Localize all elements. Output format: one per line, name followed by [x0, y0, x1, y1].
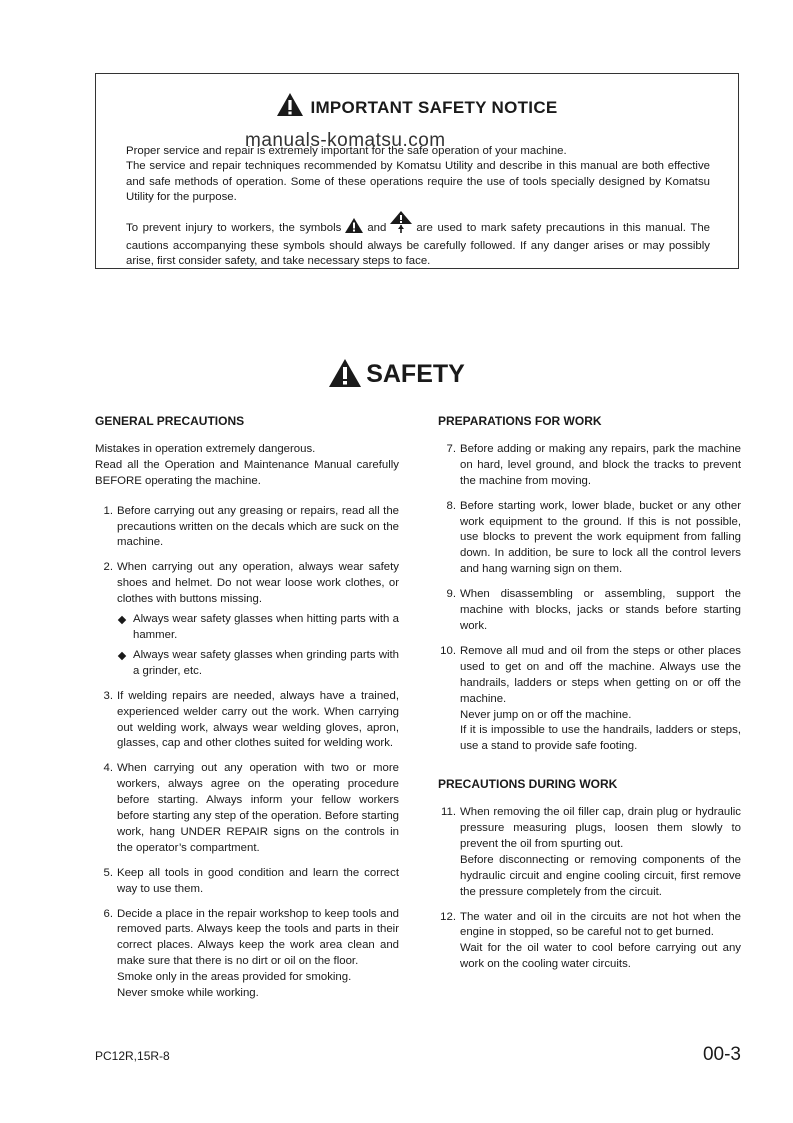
list-item — [438, 644, 741, 755]
list-item — [95, 689, 399, 753]
notice-p1-rest: The service and repair techniques recommended by Komatsu Utility and describe in this manual are both effective and safe methods of operation. Some of these operations require the use of tools specially designed by Komatsu Utility for the purpose. — [126, 160, 710, 204]
notice-body — [126, 144, 710, 274]
footer-model: PC12R,15R-8 — [95, 1049, 170, 1063]
item-text: Remove all mud and oil from the steps or other places used to get on and off the machine. Always use the handrails, ladders or steps when getting on or off the machine. — [460, 644, 741, 705]
item-extra-text: If it is impossible to use the handrails, ladders or steps, use a stand to provide safe footing. — [460, 724, 741, 753]
item-text: When disassembling or assembling, support the machine with blocks, jacks or stands before starting work. — [460, 588, 741, 632]
bullet-text: Always wear safety glasses when grinding parts with a grinder, etc. — [133, 648, 399, 677]
notice-paragraph-1 — [126, 144, 710, 206]
item-number: 10. — [440, 644, 456, 657]
item-extra-text: Before disconnecting or removing components of the hydraulic circuit and engine cooling circuit, first remove the pressure completely from the circuit. — [460, 853, 741, 898]
right-column — [438, 414, 741, 982]
item-text: The water and oil in the circuits are not hot when the engine in stopped, so be careful not to get burned. — [460, 910, 741, 939]
item-text: Before adding or making any repairs, park the machine on hard, level ground, and block the tracks to prevent the machine from moving. — [460, 442, 741, 487]
diamond-bullet-icon — [118, 652, 126, 660]
notice-p1-line1: Proper service and repair is extremely important for the safe operation of your machine. — [126, 145, 567, 157]
item-text: Keep all tools in good condition and learn the correct way to use them. — [117, 866, 399, 895]
notice-title — [96, 92, 738, 122]
item-text: Before carrying out any greasing or repairs, read all the precautions written on the decals which are suck on the machine. — [117, 504, 399, 549]
list-item — [95, 907, 399, 1002]
item-number: 9. — [446, 588, 456, 601]
item-number: 7. — [446, 442, 456, 455]
item-extra-text: Smoke only in the areas provided for smoking. — [117, 971, 352, 984]
item-number: 11. — [441, 806, 456, 819]
bullet-item — [117, 612, 399, 644]
item-number: 1. — [103, 504, 113, 517]
item-extra-text: Never smoke while working. — [117, 987, 259, 1000]
left-column — [95, 414, 399, 1011]
item-number: 6. — [103, 907, 113, 920]
item-text: When carrying out any operation, always wear safety shoes and helmet. Do not wear loose work clothes, or clothes with buttons missing. — [117, 561, 399, 606]
diamond-bullet-icon — [118, 616, 126, 624]
general-intro-line2: Read all the Operation and Maintenance Manual carefully BEFORE operating the machine. — [95, 458, 399, 487]
list-item — [95, 504, 399, 552]
warning-triangle-icon — [344, 217, 364, 239]
list-item — [438, 499, 741, 579]
notice-paragraph-2 — [126, 210, 710, 270]
warning-triangle-icon — [328, 358, 362, 395]
preparations-heading: PREPARATIONS FOR WORK — [438, 414, 602, 428]
item-number: 8. — [446, 499, 456, 512]
item-extra-text: Wait for the oil water to cool before carrying out any work on the cooling water circuits. — [460, 942, 741, 971]
bullet-text: Always wear safety glasses when hitting parts with a hammer. — [133, 613, 399, 641]
notice-p2-c: are used to mark safety precautions in this manual. The cautions accompanying these symbols should always be carefully followed. If any danger arises or may possibly arise, first consider safety, and take necessary steps to face. — [126, 221, 710, 268]
general-intro — [95, 442, 399, 490]
item-extra-text: Never jump on or off the machine. — [460, 708, 632, 721]
safety-title — [0, 358, 793, 395]
item-text: When removing the oil filler cap, drain plug or hydraulic pressure measuring plugs, loosen them slowly to prevent the oil from spurting out. — [460, 806, 741, 850]
list-item — [95, 761, 399, 856]
item-number: 3. — [103, 689, 113, 702]
item-text: If welding repairs are needed, always have a trained, experienced welder carry out the work. When carrying out welding work, always wear welding gloves, apron, glasses, cap and other clothes suited for welding work. — [117, 689, 399, 750]
safety-title-text: SAFETY — [366, 360, 465, 388]
person-under-hazard-icon — [389, 210, 413, 239]
item-text: Before starting work, lower blade, bucket or any other work equipment to the ground. If this is not possible, use blocks to prevent the work equipment from falling down. In addition, be sure to lock all the control levers and hang warning sign on them. — [460, 499, 741, 576]
important-safety-notice-box — [95, 73, 739, 269]
item-number: 12. — [440, 910, 456, 923]
list-item — [95, 866, 399, 898]
item-number: 4. — [103, 762, 113, 775]
warning-triangle-icon — [276, 92, 304, 122]
item-text: Decide a place in the repair workshop to keep tools and removed parts. Always keep the tools and parts in their correct places. Always keep the work area clean and make sure that there is no dirt or oil on the floor. — [117, 907, 399, 968]
notice-p2-a: To prevent injury to workers, the symbols — [126, 221, 342, 234]
list-item — [438, 805, 741, 900]
list-item — [438, 910, 741, 974]
general-intro-line1: Mistakes in operation extremely dangerous. — [95, 442, 316, 455]
notice-p2-b: and — [367, 221, 387, 234]
notice-title-text: IMPORTANT SAFETY NOTICE — [310, 98, 558, 117]
list-item — [438, 587, 741, 635]
list-item — [438, 442, 741, 490]
list-item — [95, 560, 399, 679]
bullet-item — [117, 648, 399, 680]
item-number: 5. — [103, 866, 113, 879]
general-precautions-heading: GENERAL PRECAUTIONS — [95, 414, 245, 428]
watermark: manuals-komatsu.com — [245, 130, 446, 151]
page-number: 00-3 — [702, 1044, 741, 1065]
item-text: When carrying out any operation with two or more workers, always agree on the operating procedure before starting. Always inform your fellow workers before starting any step of the operation. Before starting work, hang UNDER REPAIR signs on the controls in the operator’s compartment. — [117, 762, 399, 854]
item-number: 2. — [103, 561, 113, 574]
precautions-during-work-heading: PRECAUTIONS DURING WORK — [438, 777, 618, 792]
